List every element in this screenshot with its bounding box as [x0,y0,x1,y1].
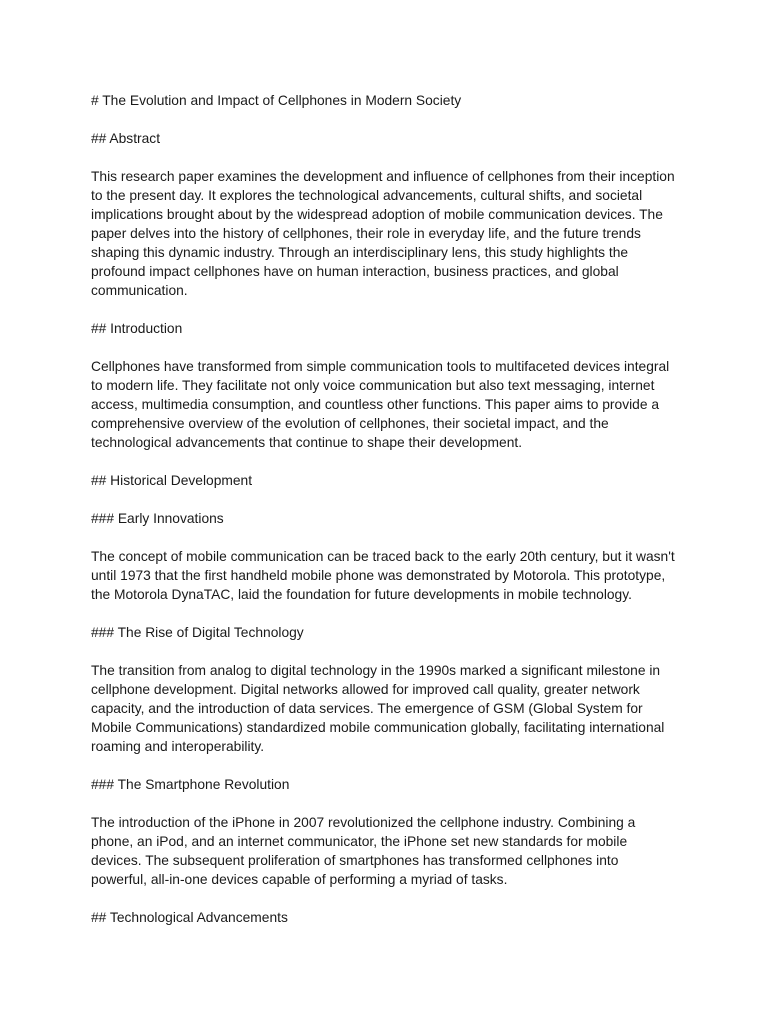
text-line: roaming and interoperability. [91,739,265,754]
heading-abstract: ## Abstract [91,131,161,146]
paragraph-smartphone-revolution [91,813,681,889]
text-line: communication. [91,283,188,298]
text-line: capacity, and the introduction of data services. The emergence of GSM (Global System for [91,701,643,716]
text-line: devices. The subsequent proliferation of smartphones has transformed cellphones into [91,853,619,868]
text-line: Cellphones have transformed from simple communication tools to multifaceted devices integral [91,359,670,374]
paragraph-early-innovations [91,547,681,604]
document-title: # The Evolution and Impact of Cellphones in Modern Society [91,93,462,108]
text-line: phone, an iPod, and an internet communicator, the iPhone set new standards for mobile [91,834,628,849]
heading-rise-of-digital-technology: ### The Rise of Digital Technology [91,625,304,640]
text-line: to modern life. They facilitate not only voice communication but also text messaging, internet [91,378,655,393]
text-line: technological advancements that continue to shape their development. [91,435,523,450]
text-line: The transition from analog to digital technology in the 1990s marked a significant milestone in [91,663,661,678]
text-line: This research paper examines the development and influence of cellphones from their inception [91,169,675,184]
document-page [91,91,681,946]
heading-historical-development: ## Historical Development [91,473,253,488]
text-line: comprehensive overview of the evolution of cellphones, their societal impact, and the [91,416,609,431]
text-line: the Motorola DynaTAC, laid the foundation for future developments in mobile technology. [91,587,632,602]
text-line: to the present day. It explores the technological advancements, cultural shifts, and societal [91,188,643,203]
text-line: profound impact cellphones have on human interaction, business practices, and global [91,264,619,279]
heading-introduction: ## Introduction [91,321,183,336]
paragraph-introduction [91,357,681,452]
text-line: powerful, all-in-one devices capable of performing a myriad of tasks. [91,872,508,887]
text-line: cellphone development. Digital networks allowed for improved call quality, greater network [91,682,640,697]
text-line: implications brought about by the widespread adoption of mobile communication devices. The [91,207,663,222]
text-line: access, multimedia consumption, and countless other functions. This paper aims to provide a [91,397,660,412]
text-line: The concept of mobile communication can be traced back to the early 20th century, but it wasn't [91,549,675,564]
paragraph-abstract [91,167,681,300]
text-line: Mobile Communications) standardized mobile communication globally, facilitating international [91,720,665,735]
text-line: The introduction of the iPhone in 2007 revolutionized the cellphone industry. Combining a [91,815,636,830]
text-line: paper delves into the history of cellphones, their role in everyday life, and the future trends [91,226,641,241]
paragraph-rise-of-digital-technology [91,661,681,756]
heading-technological-advancements: ## Technological Advancements [91,910,288,925]
text-line: shaping this dynamic industry. Through an interdisciplinary lens, this study highlights the [91,245,629,260]
text-line: until 1973 that the first handheld mobile phone was demonstrated by Motorola. This prototype, [91,568,666,583]
heading-early-innovations: ### Early Innovations [91,511,224,526]
heading-smartphone-revolution: ### The Smartphone Revolution [91,777,290,792]
